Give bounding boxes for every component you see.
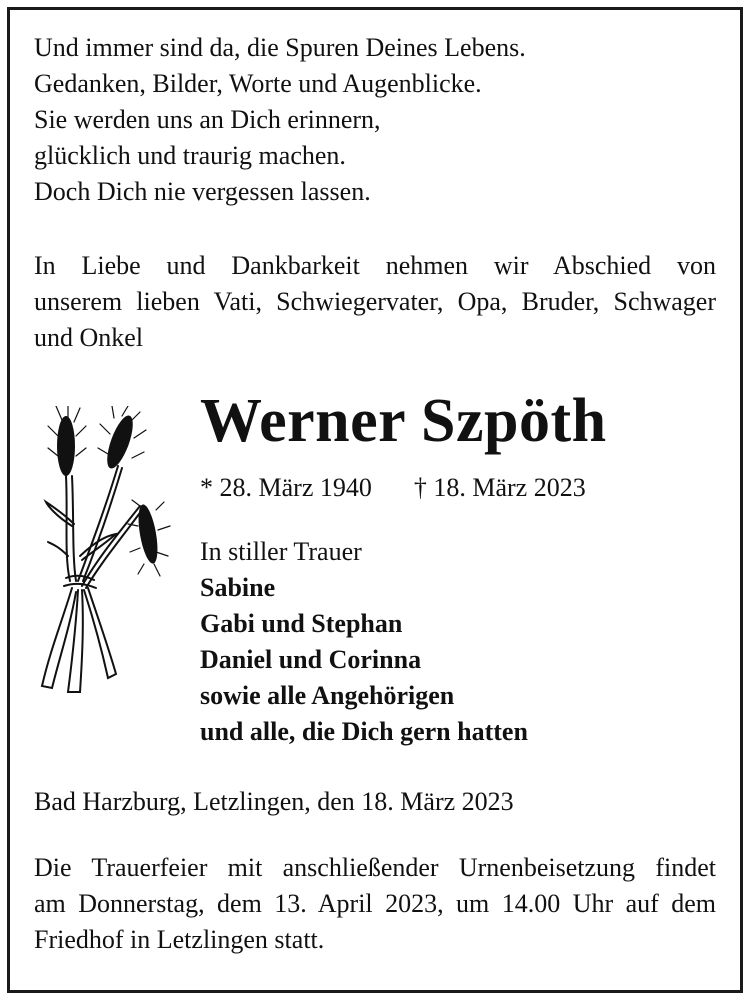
mourner-name: Daniel und Corinna — [200, 645, 422, 674]
intro-line: In Liebe und Dankbarkeit nehmen wir Abschied von — [34, 251, 716, 280]
mourner-name: und alle, die Dich gern hatten — [200, 717, 528, 746]
mourner-name: Sabine — [200, 573, 276, 602]
mourners-intro: In stiller Trauer — [200, 537, 362, 566]
funeral-line: Friedhof in Letzlingen statt. — [34, 925, 325, 954]
birth-date: * 28. März 1940 — [200, 473, 372, 502]
poem-line: Und immer sind da, die Spuren Deines Lebens. — [34, 33, 526, 62]
intro-line: unserem lieben Vati, Schwiegervater, Opa, Bruder, Schwager — [34, 287, 716, 316]
wheat-bundle-icon — [36, 406, 176, 698]
life-dates — [200, 470, 586, 506]
funeral-line: Die Trauerfeier mit anschließender Urnenbeisetzung findet — [34, 853, 716, 882]
mourners-list — [200, 534, 528, 750]
poem-line: Doch Dich nie vergessen lassen. — [34, 177, 371, 206]
mourner-name: sowie alle Angehörigen — [200, 681, 455, 710]
poem-line: Gedanken, Bilder, Worte und Augenblicke. — [34, 69, 482, 98]
farewell-intro — [34, 248, 716, 356]
funeral-notice — [34, 850, 716, 958]
poem-line: glücklich und traurig machen. — [34, 141, 346, 170]
memorial-poem — [34, 30, 526, 210]
funeral-line: am Donnerstag, dem 13. April 2023, um 14.00 Uhr auf dem — [34, 889, 716, 918]
poem-line: Sie werden uns an Dich erinnern, — [34, 105, 381, 134]
intro-line: und Onkel — [34, 323, 144, 352]
mourner-name: Gabi und Stephan — [200, 609, 403, 638]
place-and-date: Bad Harzburg, Letzlingen, den 18. März 2023 — [34, 787, 514, 816]
deceased-name: Werner Szpöth — [200, 387, 607, 455]
death-date: † 18. März 2023 — [413, 473, 586, 502]
